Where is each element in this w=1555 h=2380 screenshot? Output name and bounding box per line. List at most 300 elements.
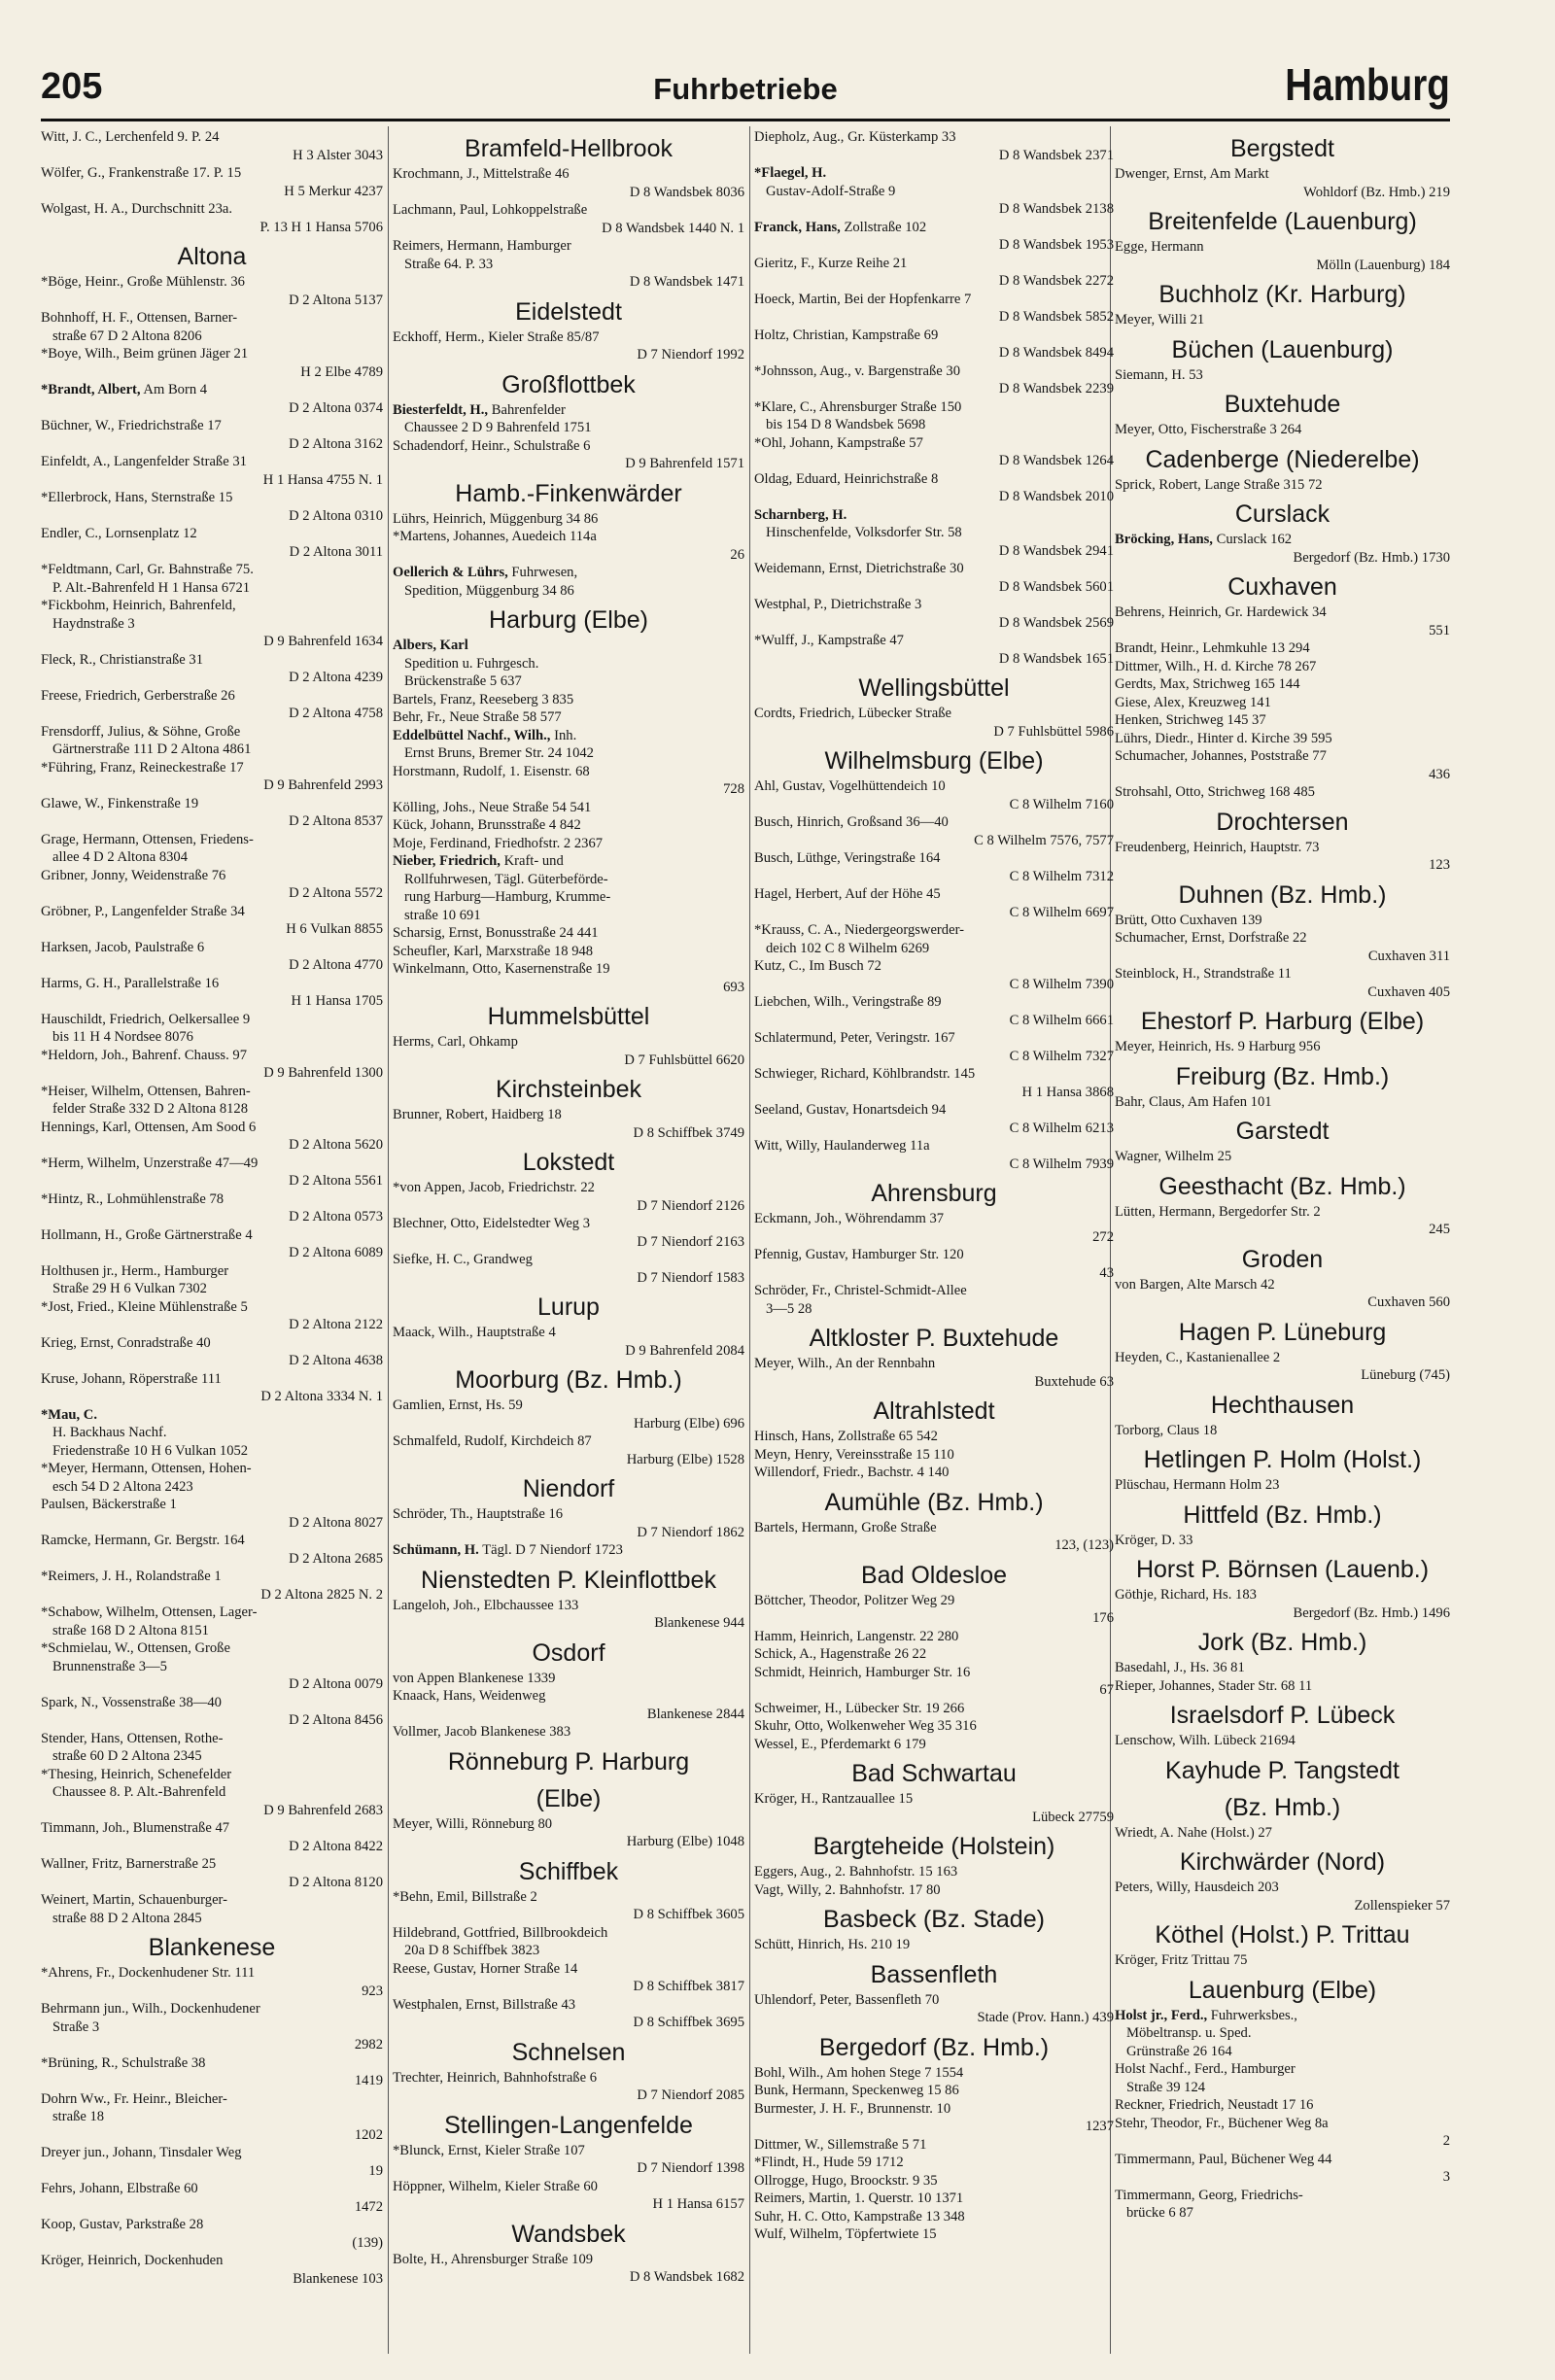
directory-entry [754,1717,1114,1736]
directory-entry [1115,1586,1450,1622]
directory-entry [754,2208,1114,2226]
entry-line: Buxtehude 63 [1034,1373,1114,1390]
place-heading: Cuxhaven [1227,573,1337,601]
entry-line: D 8 Schiffbek 3749 [633,1124,744,1141]
place-heading: Ehestorf P. Harburg (Elbe) [1140,1008,1425,1035]
city-title: Hamburg [1285,59,1450,110]
entry-line: Basedahl, J., Hs. 36 81 [1115,1660,1245,1675]
entry-line: Wriedt, A. Nahe (Holst.) 27 [1115,1824,1272,1841]
entry-line: Wölfer, G., Frankenstraße 17. P. 15 [41,165,242,181]
entry-line: 1472 [354,2198,383,2215]
directory-entry [393,708,744,727]
entry-line: Langeloh, Joh., Elbchaussee 133 [393,1597,579,1613]
entry-line: Wolgast, H. A., Durchschnitt 23a. [41,201,233,217]
entry-line: D 2 Altona 2122 [289,1317,383,1332]
entry-line: Sprick, Robert, Lange Straße 315 72 [1115,476,1323,493]
entry-line: 3—5 28 [766,1300,812,1317]
directory-entry [393,237,744,292]
entry-line: straße 10 691 [404,907,481,923]
directory-entry [41,489,383,525]
directory-entry [1115,476,1450,495]
place-heading: Wandsbek [511,2220,626,2248]
directory-entry [41,345,383,381]
directory-entry [393,1432,744,1468]
directory-entry [1115,2096,1450,2115]
entry-line: *Reimers, J. H., Rolandstraße 1 [41,1569,222,1584]
entry-line: *Martens, Johannes, Auedeich 114a [393,529,597,544]
entry-line: Wessel, E., Pferdemarkt 6 179 [754,1736,926,1752]
entry-line: Hinschenfelde, Volksdorfer Str. 58 [766,525,962,540]
entry-line: Reimers, Martin, 1. Querstr. 10 1371 [754,2190,964,2206]
directory-entry [393,1597,744,1633]
directory-entry [393,1324,744,1360]
directory-entry [393,1179,744,1215]
entry-line: Scharnberg, H. [754,506,847,523]
entry-line: D 9 Bahrenfeld 2683 [263,1802,383,1818]
entry-line: Holtz, Christian, Kampstraße 69 [754,327,939,343]
directory-entry [1115,1349,1450,1385]
entry-line: Gustav-Adolf-Straße 9 [766,183,896,199]
directory-entry [41,164,383,200]
entry-line: C 8 Wilhelm 6697 [1009,904,1114,920]
directory-entry [41,1694,383,1730]
entry-line: D 2 Altona 2825 N. 2 [260,1586,383,1603]
directory-entry [393,1397,744,1432]
directory-entry [393,1251,744,1287]
place-heading: Altkloster P. Buxtehude [809,1325,1059,1352]
entry-line: Hoeck, Martin, Bei der Hopfenkarre 7 [754,291,972,307]
entry-line: D 7 Niendorf 1862 [637,1524,744,1540]
entry-line: Cuxhaven 311 [1367,948,1450,964]
entry-line: *Meyer, Hermann, Ottensen, Hohen- [41,1461,252,1476]
entry-line: Weinert, Martin, Schauenburger- [41,1892,227,1908]
directory-entry [1115,1148,1450,1166]
directory-entry [754,2100,1114,2136]
entry-line: D 9 Bahrenfeld 1634 [263,634,383,649]
directory-entry [41,1370,383,1406]
directory-entry [1115,694,1450,712]
place-heading: Harburg (Elbe) [489,606,648,634]
directory-entry [41,1083,383,1119]
entry-line: Blankenese 2844 [646,1706,744,1722]
directory-entry [754,2154,1114,2172]
entry-line: D 8 Schiffbek 3695 [633,2015,744,2030]
entry-line: P. 13 H 1 Hansa 5706 [259,219,383,235]
directory-entry [754,1592,1114,1628]
place-heading: Schnelsen [511,2038,626,2066]
entry-line: Brunnenstraße 3—5 [52,1658,167,1674]
directory-entry [1115,747,1450,783]
place-heading: Breitenfelde (Lauenburg) [1148,208,1417,235]
entry-line: Stade (Prov. Hann.) 439 [977,2010,1114,2025]
entry-line: Schumacher, Johannes, Poststraße 77 [1115,748,1327,764]
entry-line: Straße 64. P. 33 [404,256,494,272]
entry-line: Harksen, Jacob, Paulstraße 6 [41,939,205,955]
entry-line: Schlatermund, Peter, Veringstr. 167 [754,1030,955,1046]
entry-line: (139) [352,2234,383,2251]
directory-entry [41,1190,383,1226]
directory-entry [754,1246,1114,1282]
entry-line: P. Alt.-Bahrenfeld H 1 Hansa 6721 [52,579,251,596]
entry-line: Meyer, Otto, Fischerstraße 3 264 [1115,422,1302,437]
directory-entry [754,1029,1114,1065]
directory-entry [41,2144,383,2180]
entry-line: Straße 3 [52,2018,100,2035]
entry-line: Brandt, Heinr., Lehmkuhle 13 294 [1115,640,1310,656]
directory-entry [754,362,1114,398]
entry-line: Busch, Hinrich, Großsand 36—40 [754,814,949,830]
entry-line: *Feldtmann, Carl, Gr. Bahnstraße 75. [41,562,254,577]
place-heading: Lokstedt [522,1149,615,1176]
entry-line: Steinblock, H., Strandstraße 11 [1115,966,1292,982]
entry-line: *Heldorn, Joh., Bahrenf. Chauss. 97 [41,1047,247,1063]
directory-entry [393,2251,744,2287]
place-heading: Großflottbek [501,370,636,398]
entry-line: D 7 Niendorf 2085 [637,2087,744,2103]
entry-line: D 8 Wandsbek 2272 [998,273,1114,289]
directory-entry [41,1011,383,1047]
entry-line: *Jost, Fried., Kleine Mühlenstraße 5 [41,1298,248,1315]
place-heading: Jork (Bz. Hmb.) [1197,1629,1367,1656]
directory-entry [393,924,744,943]
entry-line: 20a D 8 Schiffbek 3823 [404,1943,540,1958]
place-heading: Rönneburg P. Harburg [447,1747,690,1776]
entry-line: D 2 Altona 8422 [289,1838,383,1854]
column-1 [41,128,383,2356]
directory-entry [41,417,383,453]
directory-entry [393,727,744,763]
entry-line: Brückenstraße 5 637 [404,673,522,689]
place-heading: Garstedt [1235,1118,1330,1145]
directory-entry [1115,238,1450,274]
entry-line: Bohl, Wilh., Am hohen Stege 7 1554 [754,2064,964,2081]
directory-entry [754,2172,1114,2190]
entry-line: Uhlendorf, Peter, Bassenfleth 70 [754,1991,940,2008]
directory-entry [41,309,383,345]
entry-line: 2 [1442,2133,1450,2149]
directory-entry [754,1700,1114,1718]
entry-line: Hennings, Karl, Ottensen, Am Sood 6 [41,1119,257,1135]
directory-entry [754,2064,1114,2083]
directory-entry [41,867,383,903]
entry-line: D 2 Altona 3011 [289,543,383,560]
entry-line: Cuxhaven 560 [1367,1294,1450,1310]
entry-line: Busch, Lüthge, Veringstraße 164 [754,850,941,866]
directory-entry [1115,1677,1450,1696]
directory-entry [1115,1879,1450,1914]
entry-line: Blechner, Otto, Eidelstedter Weg 3 [393,1216,591,1231]
place-heading: Köthel (Holst.) P. Trittau [1155,1921,1410,1949]
entry-line: Seeland, Gustav, Honartsdeich 94 [754,1102,947,1118]
directory-entry [1115,1476,1450,1495]
entry-line: H 5 Merkur 4237 [284,183,383,199]
directory-entry [754,632,1114,668]
entry-line: D 8 Wandsbek 8036 [629,184,744,200]
entry-line: C 8 Wilhelm 7576, 7577 [974,832,1114,848]
directory-entry [41,1855,383,1891]
directory-entry [754,921,1114,957]
directory-entry [41,128,383,164]
entry-line: Gärtnerstraße 111 D 2 Altona 4861 [52,742,252,757]
entry-line: Bahr, Claus, Am Hafen 101 [1115,1093,1272,1110]
entry-line: Knaack, Hans, Weidenweg [393,1688,546,1704]
directory-entry [393,1723,744,1742]
entry-line: Zollenspieker 57 [1354,1897,1450,1914]
directory-entry [393,852,744,924]
place-heading: Hamb.-Finkenwärder [455,479,682,507]
directory-entry [393,816,744,835]
entry-line: Siemann, H. 53 [1115,366,1203,383]
entry-line: Bartels, Franz, Reeseberg 3 835 [393,691,574,707]
entry-line: Hamm, Heinrich, Langenstr. 22 280 [754,1628,959,1644]
entry-line: Kröger, D. 33 [1115,1532,1193,1548]
entry-line: 272 [1092,1228,1114,1245]
entry-line: D 2 Altona 5137 [289,292,383,308]
entry-line: D 8 Wandsbek 2371 [998,147,1114,163]
directory-entry [1115,711,1450,730]
entry-line: Suhr, H. C. Otto, Kampstraße 13 348 [754,2208,965,2225]
entry-line: D 2 Altona 8027 [289,1514,383,1531]
directory-entry [393,564,744,600]
entry-line: Plüschau, Hermann Holm 23 [1115,1477,1280,1493]
directory-entry [1115,165,1450,201]
entry-line: deich 102 C 8 Wilhelm 6269 [766,940,930,956]
place-heading: Bargteheide (Holstein) [812,1833,1055,1860]
entry-line: D 2 Altona 5620 [289,1137,383,1153]
entry-line: Schümann, H. Tägl. D 7 Niendorf 1723 [393,1542,623,1558]
entry-line: D 2 Altona 5572 [289,885,383,901]
directory-entry [393,1960,744,1996]
entry-line: Schmalfeld, Rudolf, Kirchdeich 87 [393,1433,592,1449]
entry-line: Herms, Carl, Ohkamp [393,1034,518,1050]
directory-entry [41,2180,383,2216]
entry-line: Holst jr., Ferd., Fuhrwerksbes., [1115,2007,1297,2023]
entry-line: Skuhr, Otto, Wolkenweher Weg 35 316 [754,1718,977,1734]
entry-line: Kutz, C., Im Busch 72 [754,958,881,974]
directory-entry [41,651,383,687]
entry-line: Chaussee 8. P. Alt.-Bahrenfeld [52,1784,226,1800]
entry-line: D 7 Niendorf 1398 [637,2160,744,2176]
entry-line: Dohrn Ww., Fr. Heinr., Bleicher- [41,2090,227,2107]
entry-line: Cuxhaven 405 [1367,983,1450,1000]
directory-entry [393,1106,744,1142]
page-number: 205 [41,66,103,107]
directory-entry [393,2142,744,2178]
directory-entry [41,1568,383,1604]
entry-line: Höppner, Wilhelm, Kieler Straße 60 [393,2178,598,2194]
directory-entry [41,903,383,939]
entry-line: 551 [1429,622,1450,638]
place-heading: Wellingsbüttel [858,674,1010,702]
directory-entry [393,1670,744,1688]
directory-entry [41,2000,383,2054]
entry-line: *Führing, Franz, Reineckestraße 17 [41,759,244,776]
entry-line: *Ohl, Johann, Kampstraße 57 [754,434,923,451]
directory-entry [754,596,1114,632]
entry-line: Einfeldt, A., Langenfelder Straße 31 [41,454,247,469]
directory-entry [41,2090,383,2145]
directory-entry [41,723,383,759]
directory-entry [393,943,744,961]
entry-line: Timmermann, Georg, Friedrichs- [1115,2187,1303,2203]
entry-line: Brunner, Robert, Haidberg 18 [393,1107,562,1122]
entry-line: Willendorf, Friedr., Bachstr. 4 140 [754,1465,950,1480]
entry-line: Trechter, Heinrich, Bahnhofstraße 6 [393,2069,598,2086]
directory-entry [1115,912,1450,930]
directory-entry [754,1355,1114,1391]
directory-entry [41,1262,383,1298]
entry-line: Dittmer, W., Sillemstraße 5 71 [754,2136,927,2153]
directory-entry [754,291,1114,327]
entry-line: felder Straße 332 D 2 Altona 8128 [52,1101,249,1117]
entry-line: C 8 Wilhelm 6661 [1009,1012,1114,1028]
entry-line: Hauschildt, Friedrich, Oelkersallee 9 [41,1011,251,1027]
entry-line: H 1 Hansa 3868 [1021,1084,1114,1100]
entry-line: D 8 Wandsbek 1471 [629,274,744,290]
entry-line: Kruse, Johann, Röperstraße 111 [41,1370,222,1387]
entry-line: Timmann, Joh., Blumenstraße 47 [41,1820,230,1836]
directory-entry [1115,639,1450,658]
entry-line: von Appen Blankenese 1339 [393,1670,556,1686]
entry-line: Glawe, W., Finkenstraße 19 [41,795,199,811]
directory-entry [754,2136,1114,2155]
directory-entry [754,2082,1114,2100]
entry-line: Lührs, Diedr., Hinter d. Kirche 39 595 [1115,730,1332,746]
entry-line: Pfennig, Gustav, Hamburger Str. 120 [754,1247,964,1262]
entry-line: Wulf, Wilhelm, Töpfertwiete 15 [754,2226,937,2242]
entry-line: Egge, Hermann [1115,239,1204,255]
entry-line: Mölln (Lauenburg) 184 [1316,257,1450,273]
directory-entry [754,1428,1114,1446]
entry-line: D 8 Schiffbek 3605 [633,1907,744,1922]
category-title: Fuhrbetriebe [653,72,838,106]
entry-line: esch 54 D 2 Altona 2423 [52,1478,193,1495]
entry-line: D 2 Altona 3162 [289,435,383,452]
directory-entry [41,1047,383,1083]
directory-entry [41,1119,383,1155]
entry-line: 1202 [354,2126,383,2143]
entry-line: D 2 Altona 4638 [289,1353,383,1368]
entry-line: *Brüning, R., Schulstraße 38 [41,2054,206,2071]
place-heading: Duhnen (Bz. Hmb.) [1178,880,1387,909]
entry-line: *Krauss, C. A., Niedergeorgswerder- [754,922,964,938]
directory-entry [393,1815,744,1851]
entry-line: Freudenberg, Heinrich, Hauptstr. 73 [1115,839,1320,855]
entry-line: Meyer, Willi, Rönneburg 80 [393,1815,553,1832]
directory-entry [754,1881,1114,1900]
entry-line: 19 [368,2162,383,2179]
entry-line: *Flaegel, H. [754,165,827,181]
directory-entry [393,1541,744,1560]
place-heading: Altona [177,243,247,270]
entry-line: Lüneburg (745) [1361,1367,1450,1383]
directory-entry [393,1924,744,1960]
entry-line: Freese, Friedrich, Gerberstraße 26 [41,687,235,704]
entry-line: Schmidt, Heinrich, Hamburger Str. 16 [754,1664,971,1680]
directory-entry [754,1736,1114,1754]
entry-line: Weidemann, Ernst, Dietrichstraße 30 [754,561,964,576]
directory-entry [393,528,744,564]
entry-line: *Böge, Heinr., Große Mühlenstr. 36 [41,274,245,290]
directory-entry [754,2190,1114,2208]
directory-entry [41,561,383,597]
entry-line: D 2 Altona 8456 [289,1712,383,1728]
entry-line: *Ahrens, Fr., Dockenhudener Str. 111 [41,1965,256,1981]
directory-entry [41,1460,383,1496]
entry-line: *Flindt, H., Hude 59 1712 [754,2155,904,2170]
entry-line: Gröbner, P., Langenfelder Straße 34 [41,903,245,919]
directory-entry [754,2225,1114,2244]
entry-line: D 2 Altona 8537 [289,813,383,829]
place-heading: Cadenberge (Niederelbe) [1145,445,1420,473]
entry-line: H. Backhaus Nachf. [52,1425,167,1440]
entry-line: Maack, Wilh., Hauptstraße 4 [393,1325,556,1340]
entry-line: *Klare, C., Ahrensburger Straße 150 [754,398,962,415]
place-heading: Stellingen-Langenfelde [444,2111,693,2139]
entry-line: D 9 Bahrenfeld 1300 [263,1065,383,1081]
place-heading: Geesthacht (Bz. Hmb.) [1158,1172,1406,1200]
entry-line: Schumacher, Ernst, Dorfstraße 22 [1115,930,1307,946]
directory-entry [393,437,744,473]
entry-line: Büchner, W., Friedrichstraße 17 [41,418,222,433]
directory-entry [1115,2151,1450,2187]
entry-line: Chaussee 2 D 9 Bahrenfeld 1751 [404,420,592,435]
entry-line: straße 18 [52,2109,105,2124]
entry-line: 26 [730,546,744,563]
entry-line: *Fickbohm, Heinrich, Bahrenfeld, [41,598,236,613]
entry-line: Bohnhoff, H. F., Ottensen, Barner- [41,310,238,326]
entry-line: D 2 Altona 6089 [289,1245,383,1260]
entry-line: Schadendorf, Heinr., Schulstraße 6 [393,437,591,454]
entry-line: Eggers, Aug., 2. Bahnhofstr. 15 163 [754,1864,958,1880]
entry-line: D 2 Altona 8120 [289,1874,383,1890]
directory-entry [1115,311,1450,329]
place-heading: Ahrensburg [871,1180,997,1207]
directory-entry [754,1210,1114,1246]
entry-line: Kröger, Heinrich, Dockenhuden [41,2253,224,2268]
place-heading: Moorburg (Bz. Hmb.) [455,1366,682,1394]
entry-line: D 2 Altona 0374 [289,399,383,416]
entry-line: Schütt, Hinrich, Hs. 210 19 [754,1937,911,1952]
directory-entry [1115,1093,1450,1112]
entry-line: D 8 Wandsbek 1440 N. 1 [602,220,744,236]
entry-line: C 8 Wilhelm 6213 [1009,1120,1114,1136]
entry-line: D 9 Bahrenfeld 2993 [263,777,383,793]
entry-line: Wallner, Fritz, Barnerstraße 25 [41,1856,217,1872]
entry-line: Bröcking, Hans, Curslack 162 [1115,532,1293,547]
entry-line: Spedition, Müggenburg 34 86 [404,582,574,599]
directory-entry [41,1604,383,1639]
directory-entry [754,1101,1114,1137]
entry-line: Bergedorf (Bz. Hmb.) 1496 [1293,1604,1450,1621]
entry-line: Cordts, Friedrich, Lübecker Straße [754,706,952,721]
entry-line: 245 [1429,1222,1450,1237]
entry-line: *Brandt, Albert, Am Born 4 [41,382,208,397]
entry-line: allee 4 D 2 Altona 8304 [52,849,189,865]
directory-entry [41,1766,383,1820]
entry-line: Wohldorf (Bz. Hmb.) 219 [1303,184,1450,200]
directory-entry [41,795,383,831]
directory-entry [41,1532,383,1568]
page-header [41,58,1450,117]
entry-line: Fehrs, Johann, Elbstraße 60 [41,2181,198,2196]
directory-entry [754,1065,1114,1101]
directory-entry [393,799,744,817]
directory-entry [41,1730,383,1766]
entry-line: Behrmann jun., Wilh., Dockenhudener [41,2001,260,2017]
directory-entry [1115,1038,1450,1056]
entry-line: Endler, C., Lornsenplatz 12 [41,526,197,541]
